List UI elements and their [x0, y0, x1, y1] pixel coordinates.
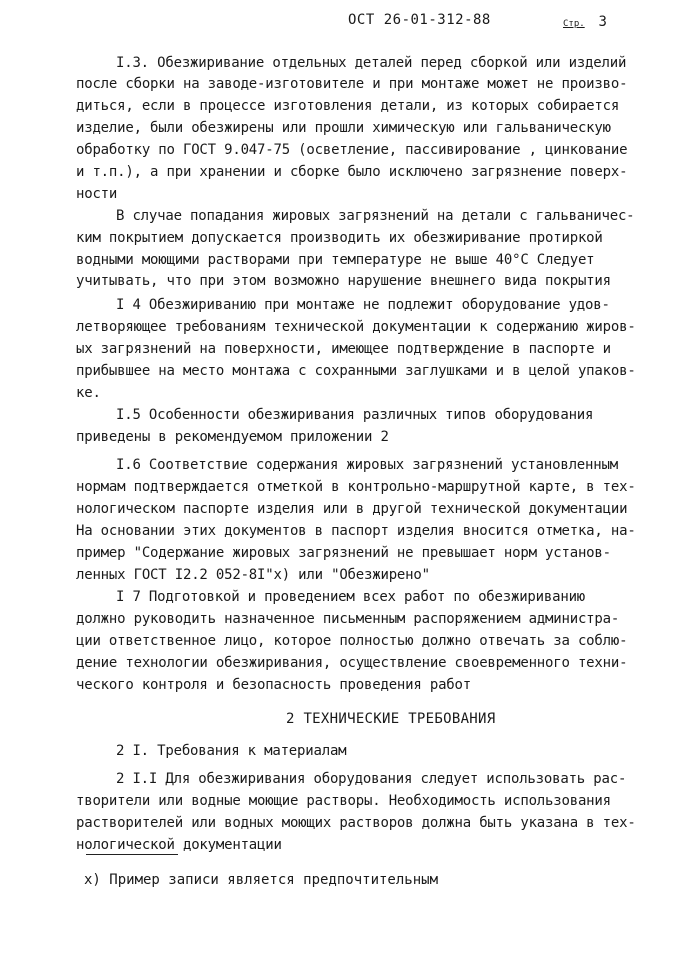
text-line: ким покрытием допускается производить их обезжиривание протиркой [76, 230, 603, 246]
text-line: I.3. Обезжиривание отдельных деталей перед сборкой или изделий [116, 55, 627, 71]
text-line: ции ответственное лицо, которое полностью должно отвечать за соблю- [76, 633, 628, 649]
text-line: ке. [76, 385, 101, 401]
text-line: летворяющее требованиям технической документации к содержанию жиров- [76, 319, 636, 335]
text-line: дение технологии обезжиривания, осуществление своевременного техни- [76, 655, 628, 671]
text-line: I 7 Подготовкой и проведением всех работ по обезжириванию [116, 589, 586, 605]
text-line: нологическом паспорте изделия или в другой технической документации [76, 501, 628, 517]
page-number: 3 [598, 14, 607, 30]
text-line: пример "Содержание жировых загрязнений не превышает норм установ- [76, 545, 611, 561]
text-line: и т.п.), а при хранении и сборке было исключено загрязнение поверх- [76, 164, 628, 180]
page-number-block [563, 14, 607, 30]
subsection-heading: 2 I. Требования к материалам [116, 743, 347, 759]
text-line: творители или водные моющие растворы. Необходимость использования [76, 793, 611, 809]
footnote-divider [86, 854, 178, 855]
document-id: ОСТ 26-01-312-88 [348, 12, 491, 28]
footnote: x) Пример записи является предпочтительным [84, 872, 439, 888]
text-line: ческого контроля и безопасность проведения работ [76, 677, 471, 693]
text-line: прибывшее на место монтажа с сохранными заглушками и в целой упаков- [76, 363, 636, 379]
text-line: На основании этих документов в паспорт изделия вносится отметка, на- [76, 523, 636, 539]
text-line: I.5 Особенности обезжиривания различных типов оборудования [116, 407, 594, 423]
text-line: изделие, были обезжирены или прошли химическую или гальваническую [76, 120, 611, 136]
text-line: диться, если в процессе изготовления детали, из которых собирается [76, 98, 620, 114]
text-line: ленных ГОСТ I2.2 052-8I"x) или "Обезжирено" [76, 567, 430, 583]
text-line: растворителей или водных моющих растворов должна быть указана в тех- [76, 815, 636, 831]
text-line: В случае попадания жировых загрязнений на детали с гальваничес- [116, 208, 635, 224]
text-line: приведены в рекомендуемом приложении 2 [76, 429, 389, 445]
text-line: ности [76, 186, 118, 202]
text-line: обработку по ГОСТ 9.047-75 (осветление, пассивирование , цинкование [76, 142, 628, 158]
text-line: I 4 Обезжириванию при монтаже не подлежит оборудование удов- [116, 297, 610, 313]
text-line: нормам подтверждается отметкой в контрольно-маршрутной карте, в тех- [76, 479, 636, 495]
text-line: I.6 Соответствие содержания жировых загрязнений установленным [116, 457, 618, 473]
text-line: 2 I.I Для обезжиривания оборудования следует использовать рас- [116, 771, 627, 787]
text-line: водными моющими растворами при температуре не выше 40°С Следует [76, 252, 595, 268]
text-line: учитывать, что при этом возможно нарушение внешнего вида покрытия [76, 273, 611, 289]
text-line: ых загрязнений на поверхности, имеющее подтверждение в паспорте и [76, 341, 611, 357]
text-line: нологической документации [76, 837, 282, 853]
section-heading: 2 ТЕХНИЧЕСКИЕ ТРЕБОВАНИЯ [286, 711, 496, 727]
page-label: Стр. [563, 19, 585, 29]
text-line: должно руководить назначенное письменным распоряжением администра- [76, 611, 620, 627]
text-line: после сборки на заводе-изготовителе и при монтаже может не произво- [76, 76, 628, 92]
